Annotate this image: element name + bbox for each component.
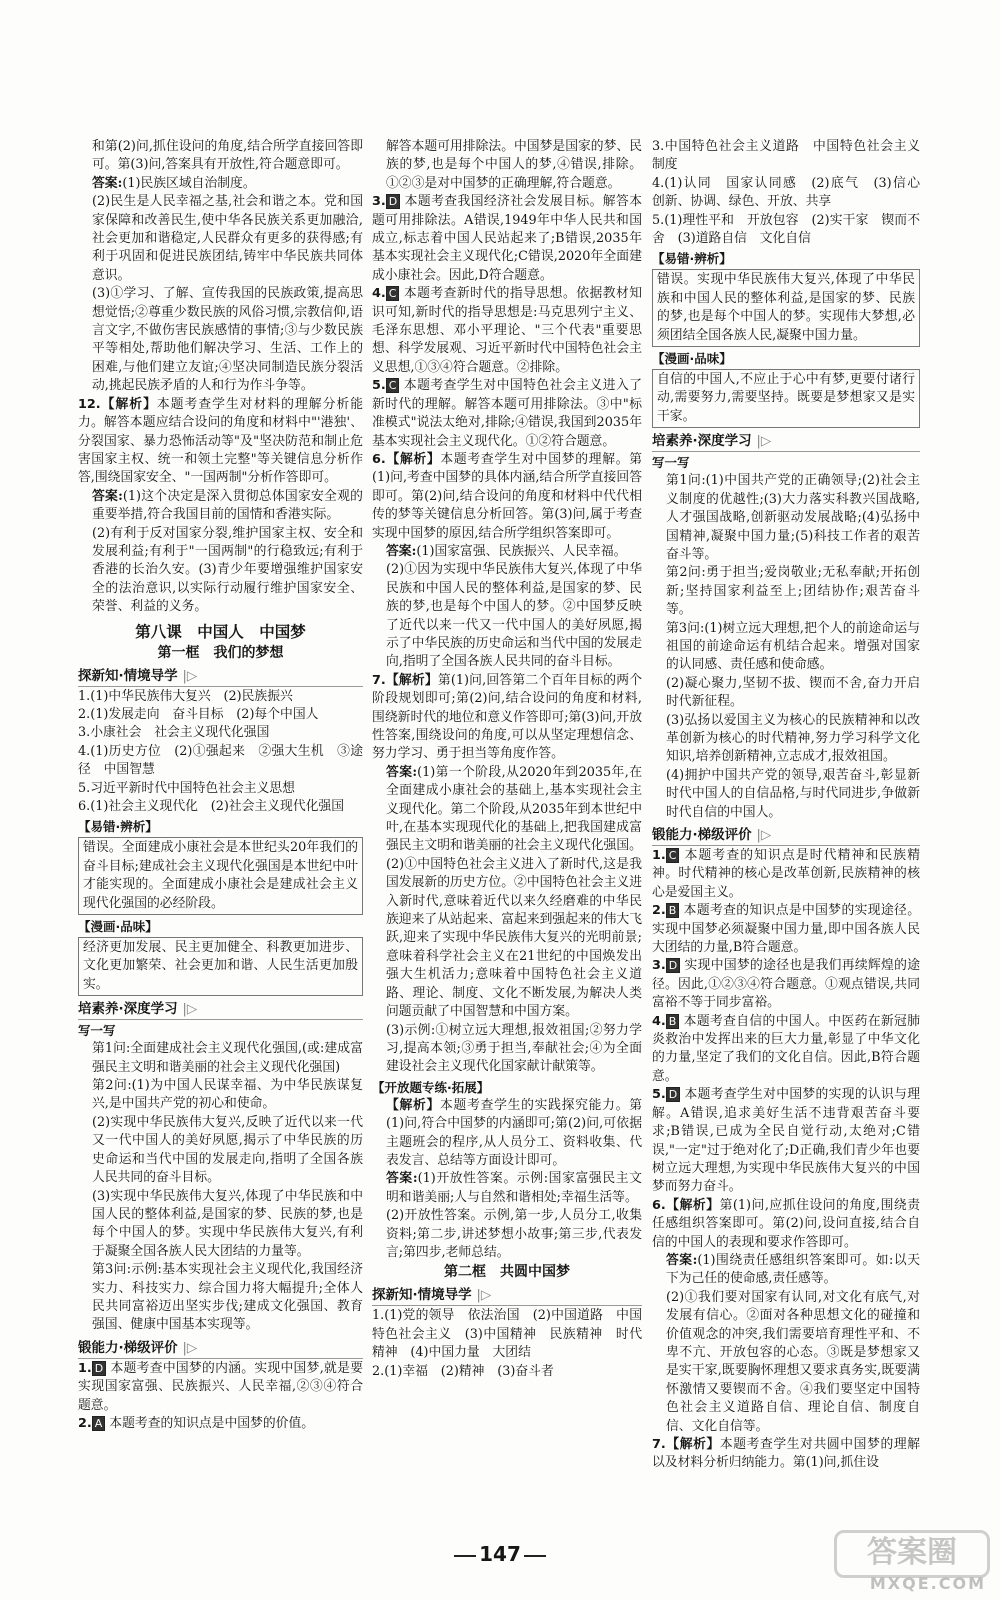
section-header [372,1285,642,1306]
answer-text: (1)开放性答案。示例:国家富强民主文明和谐美丽;人与自然和谐相处;幸福生活等。 [386,1171,642,1205]
exercise-text: 本题考查的知识点是中国梦的实现途径。实现中国梦必须凝聚中国力量,即中国各族人民大团结的力量,B符合题意。 [652,903,920,956]
write-label: 写一写 [78,1023,116,1039]
question-number: 5. [372,378,386,394]
answer-badge: C [666,848,680,863]
section-header [652,825,920,846]
paragraph: (2)开放性答案。示例,第一步,人员分工,收集资料;第二步,讲述梦想小故事;第三步,代表发言;第四步,老师总结。 [386,1208,642,1260]
analysis-block [372,1097,642,1171]
answer-label: 答案: [386,1171,418,1187]
exercise-item [652,1086,920,1196]
answer-badge: D [666,958,680,973]
question-6 [372,451,642,543]
answer-badge: C [386,378,400,393]
section-arrow-icon: |▷ [182,1339,198,1356]
question-number: 3. [652,958,666,974]
exercise-item [372,193,642,285]
answer-block [372,764,642,856]
list-item: 4.(1)认同 国家认同感 (2)底气 (3)信心 创新、协调、绿色、开放、共享 [652,175,933,210]
answer-block [372,1170,642,1207]
column-right [652,138,933,1473]
section-title: 锻能力·梯级评价 [78,1339,178,1356]
exercise-text: 本题考查新时代的指导思想。依据教材知识可知,新时代的指导思想是:马克思列宁主义、毛泽东思想、邓小平理论、"三个代表"重要思想、科学发展观、习近平新时代中国特色社会主义思想,①③④符合题意。②排除。 [372,286,642,375]
section-header [78,666,363,687]
list-answers [78,688,363,817]
list-item: 3.小康社会 社会主义现代化强国 [78,725,270,741]
exercise-text: 实现中国梦的途径也是我们再续辉煌的途径。因此,①②③④符合题意。①观点错误,共同富裕不等于同步富裕。 [652,958,920,1011]
answer-text: (1)民族区域自治制度。 [122,175,256,191]
section-header [78,1338,363,1359]
answer-text: (1)第一个阶段,从2020年到2035年,在全面建成小康社会的基础上,基本实现社会主义现代化。第二个阶段,从2035年到本世纪中叶,在基本实现现代化的基础上,把我国建成富强民主文明和谐美丽的社会主义现代化强国。 [386,764,642,854]
section-header [78,999,363,1020]
answer-badge: A [92,1416,106,1431]
answer-label: 答案: [92,488,123,504]
paragraph: (3)①学习、了解、宣传我国的民族政策,提高思想觉悟;②尊重少数民族的风俗习惯,宗教信仰,语言文字,不做伤害民族感情的事情;③与少数民族平等相处,帮助他们解决学习、生活、工作上的困难,与他们建立友谊;④坚决同制造民族分裂活动,挑起民族矛盾的人和行为作斗争等。 [92,286,363,394]
analysis-tag: 【解析】 [665,1197,720,1213]
answer-block [372,543,642,561]
paragraph: 第1问:(1)中国共产党的正确领导;(2)社会主义制度的优越性;(3)大力落实科教兴国战略,人才强国战略,创新驱动发展战略;(4)弘扬中国精神,凝聚中国力量;(5)科技工作者的艰苦奋斗等。 [666,473,920,562]
tag-manhua: 【漫画·品味】 [78,919,158,935]
paragraph: 第2问:勇于担当;爱岗敬业;无私奉献;开拓创新;坚持国家利益至上;团结协作;艰苦奋斗等。 [666,565,920,618]
answer-block [652,1252,920,1289]
section-title: 锻能力·梯级评价 [652,827,752,843]
frame-title: 第二框 共圆中国梦 [444,1264,570,1281]
exercise-text: 本题考查中国梦的内涵。实现中国梦,就是要实现国家富强、民族振兴、人民幸福,②③④符合题意。 [78,1360,363,1413]
answer-badge: D [666,1087,680,1102]
section-header [652,431,920,452]
section-title: 培素养·深度学习 [78,1001,178,1018]
answer-text: (1)国家富强、民族振兴、人民幸福。 [416,543,627,559]
column-left [78,138,363,1433]
analysis-tag: 【解析】 [385,672,438,688]
page-number-text: 147 [479,1542,521,1566]
analysis-tag: 【解析】 [100,396,157,412]
list-item: 1.(1)党的领导 依法治国 (2)中国道路 中国特色社会主义 (3)中国精神 民族精神 时代精神 (4)中国力量 大团结 [372,1308,642,1361]
watermark [840,1530,990,1594]
answer-badge: B [666,1014,680,1029]
list-item: 5.习近平新时代中国特色社会主义思想 [78,780,295,796]
answer-label: 答案: [386,543,417,559]
answer-block [78,175,363,193]
question-number: 4. [652,1013,666,1029]
exercise-text: 本题考查的知识点是时代精神和民族精神。时代精神的核心是改革创新,民族精神的核心是爱国主义。 [652,848,920,900]
list-item: 4.(1)历史方位 (2)①强起来 ②强大生机 ③途径 中国智慧 [78,743,363,778]
watermark-logo: 答案圈 [834,1530,990,1578]
answer-badge: B [666,903,680,918]
list-item: 2.(1)幸福 (2)精神 (3)奋斗者 [372,1363,554,1379]
analysis-text: 第(1)问,回答第二个百年目标的两个阶段规划即可;第(2)问,结合设问的角度和材料,围绕新时代的地位和意义作答即可;第(3)问,开放性答案,围绕设问的角度,可以从坚定理想信念、努力学习、勇于担当等角度作答。 [372,672,642,762]
paragraph: (3)示例:①树立远大理想,报效祖国;②努力学习,提高本领;③勇于担当,奉献社会;④为全面建设社会主义现代化国家献计献策等。 [386,1022,642,1075]
exercise-text: 本题考查自信的中国人。中医药在新冠肺炎救治中发挥出来的巨大力量,彰显了中华文化的力量,坚定了我们的文化自信。因此,B符合题意。 [652,1013,920,1084]
answer-badge: D [386,194,400,209]
analysis-text: 本题考查学生的实践探究能力。第(1)问,符合中国梦的内涵即可;第(2)问,可依据主题班会的程序,从人员分工、资料收集、代表发言、总结等方面设计即可。 [386,1097,643,1168]
answer-block [78,488,363,525]
watermark-url: MXQE.COM [869,1574,986,1593]
dash-right [524,1555,546,1557]
exercise-item [652,902,920,957]
exercise-item [78,1415,363,1433]
yicuo-box [652,269,920,347]
exercise-item [78,1360,363,1415]
list-item: 5.(1)理性平和 开放包容 (2)实干家 锲而不舍 (3)道路自信 文化自信 [652,212,920,247]
question-number: 5. [652,1087,666,1103]
question-number: 6. [652,1197,666,1213]
question-number: 3. [372,194,386,210]
tag-yicuo: 【易错·辨析】 [652,251,732,267]
paragraph: 经济更加发展、民主更加健全、科教更加进步、文化更加繁荣、社会更加和谐、人民生活更加殷实。 [83,940,358,992]
section-title: 培素养·深度学习 [652,433,752,450]
question-number: 7. [372,672,386,688]
paragraph: (4)拥护中国共产党的领导,艰苦奋斗,彰显新时代中国人的自信品格,与时代同进步,争做新时代自信的中国人。 [666,767,920,820]
section-arrow-icon: |▷ [182,667,198,684]
paragraph: (2)有利于反对国家分裂,维护国家主权、安全和发展利益;有利于"一国两制"的行稳致远;有利于香港的长治久安。(3)青少年要增强维护国家安全的法治意识,以实际行动履行维护国家安全、荣誉、利益的义务。 [92,525,363,615]
question-number: 1. [78,1360,92,1376]
answer-text: (1)这个决定是深入贯彻总体国家安全观的重要举措,符合我国目前的国情和香港实际。 [92,488,363,523]
question-number: 7. [652,1437,666,1452]
section-title: 探新知·情境导学 [78,667,178,684]
question-number: 2. [652,903,666,919]
answer-text: (1)围绕责任感组织答案即可。如:以天下为己任的使命感,责任感等。 [666,1252,920,1287]
paragraph: 第1问:全面建成社会主义现代化强国,(或:建成富强民主文明和谐美丽的社会主义现代化强国) [92,1041,363,1075]
paragraph: (2)①中国特色社会主义进入了新时代,这是我国发展新的历史方位。②中国特色社会主义进入新时代,意味着近代以来久经磨难的中华民族迎来了从站起来、富起来到强起来的伟大飞跃,迎来了实现中华民族伟大复兴的光明前景;意味着科学社会主义在21世纪的中国焕发出强大生机活力;意味着中国特色社会主义道路、理论、制度、文化不断发展,为解决人类问题贡献了中国智慧和中国方案。 [386,856,642,1020]
exercise-item [372,377,642,451]
paragraph: (2)实现中华民族伟大复兴,反映了近代以来一代又一代中国人的美好夙愿,揭示了中华民族的历史命运和当代中国的发展走向,指明了全国各族人民共同的奋斗目标。 [92,1114,363,1186]
lesson-title: 第八课 中国人 中国梦 [135,622,306,641]
paragraph: 解答本题可用排除法。中国梦是国家的梦、民族的梦,也是每个中国人的梦,④错误,排除。①②③是对中国梦的正确理解,符合题意。 [386,139,642,191]
question-6 [652,1197,920,1252]
paragraph: (3)弘扬以爱国主义为核心的民族精神和以改革创新为核心的时代精神,努力学习科学文化知识,培养创新精神,立志成才,报效祖国。 [666,712,920,765]
paragraph: 错误。全面建成小康社会是本世纪头20年我们的奋斗目标;建成社会主义现代化强国是本世纪中叶才能实现的。全面建成小康社会是建成社会主义现代化强国的必经阶段。 [83,840,358,911]
question-number: 1. [652,848,666,863]
paragraph: (3)实现中华民族伟大复兴,体现了中华民族和中国人民的整体利益,是国家的梦、民族的梦,也是每个中国人的梦。实现中华民族伟大复兴,有利于凝聚全国各族人民大团结的力量等。 [92,1188,363,1259]
answer-label: 答案: [666,1252,698,1268]
analysis-text: 本题考查学生对中国梦的理解。第(1)问,考查中国梦的具体内涵,结合所学直接回答即可。第(2)问,结合设问的角度和材料中代代相传的梦等关键信息分析回答。第(3)问,属于考查实现中国梦的原因,结合所学组织答案即可。 [372,451,643,541]
paragraph: (2)民生是人民幸福之基,社会和谐之本。党和国家保障和改善民生,使中华各民族关系更加融洽,社会更加和谐稳定,人民群众有更多的获得感;有利于巩固和促进民族团结,铸牢中华民族共同体意识。 [92,194,363,283]
manhua-box [652,369,920,428]
question-7 [652,1436,920,1473]
write-label: 写一写 [652,455,690,471]
paragraph: (2)①因为实现中华民族伟大复兴,体现了中华民族和中国人民的整体利益,是国家的梦、民族的梦,也是每个中国人的梦。②中国梦反映了近代以来一代又一代中国人的美好夙愿,揭示了中华民族的历史命运和当代中国的发展走向,指明了全国各族人民共同的奋斗目标。 [386,562,642,670]
exercise-item [652,847,920,902]
answer-label: 答案: [386,764,418,780]
paragraph: 和第(2)问,抓住设问的角度,结合所学直接回答即可。第(3)问,答案具有开放性,符合题意即可。 [92,139,363,173]
exercise-text: 本题考查学生对中国特色社会主义进入了新时代的理解。解答本题可用排除法。③中"标准模式"说法太绝对,排除;④错误,我国到2035年基本实现社会主义现代化。①②符合题意。 [372,378,642,449]
paragraph: (2)①我们要对国家有认同,对文化有底气,对发展有信心。②面对各种思想文化的碰撞和价值观念的冲突,我们需要培育理性平和、不卑不亢、开放包容的心态。③既是梦想家又是实干家,既要胸怀理想又要求真务实,既要满怀激情又要锲而不舍。④我们要坚定中国特色社会主义道路自信、理论自信、制度自信、文化自信等。 [666,1289,920,1434]
analysis-text: 第(1)问,应抓住设问的角度,围绕责任感组织答案即可。第(2)问,设问直接,结合自信的中国人的表现和要求作答即可。 [652,1197,921,1250]
answer-badge: D [92,1361,106,1376]
tag-manhua: 【漫画·品味】 [652,351,732,367]
question-number: 12. [78,396,101,412]
paragraph: 第2问:(1)为中国人民谋幸福、为中华民族谋复兴,是中国共产党的初心和使命。 [92,1078,363,1112]
paragraph: 第3问:示例:基本实现社会主义现代化,我国经济实力、科技实力、综合国力将大幅提升;全体人民共同富裕迈出坚实步伐;建成文化强国、教育强国、健康中国基本实现等。 [92,1262,363,1333]
answer-badge: C [386,286,400,301]
answer-label: 答案: [92,175,123,191]
question-12 [78,396,363,488]
tag-yicuo: 【易错·辨析】 [78,819,158,835]
list-item: 2.(1)发展走向 奋斗目标 (2)每个中国人 [78,706,319,722]
question-number: 2. [78,1415,92,1431]
paragraph: (2)凝心聚力,坚韧不拔、锲而不舍,奋力开启时代新征程。 [666,675,920,710]
list-item: 3.中国特色社会主义道路 中国特色社会主义制度 [652,139,920,173]
question-number: 4. [372,286,386,302]
frame-title: 第一框 我们的梦想 [157,644,284,661]
analysis-tag: 【解析】 [385,451,441,467]
section-arrow-icon: |▷ [476,1287,492,1304]
exercise-item [652,957,920,1012]
tag-kaifang: 【开放题专练·拓展】 [372,1079,490,1095]
dash-left [454,1555,476,1557]
analysis-text: 本题考查学生对共圆中国梦的理解以及材料分析归纳能力。第(1)问,抓住设 [652,1437,921,1471]
paragraph: 自信的中国人,不应止于心中有梦,更要付诸行动,需要努力,需要坚持。既要是梦想家又是实干家。 [657,372,915,424]
list-item: 1.(1)中华民族伟大复兴 (2)民族振兴 [78,688,293,704]
section-title: 探新知·情境导学 [372,1287,472,1304]
exercise-text: 本题考查的知识点是中国梦的价值。 [109,1415,315,1431]
list-item: 6.(1)社会主义现代化 (2)社会主义现代化强国 [78,799,345,814]
section-arrow-icon: |▷ [756,433,772,450]
exercise-item [372,285,642,377]
exercise-text: 本题考查学生对中国梦的实现的认识与理解。A错误,追求美好生活不违背艰苦奋斗要求;B错误,已成为全民自觉行动,太绝对;C错误,"一定"过于绝对化了;D正确,我们青少年也要树立远大理想,为实现中华民族伟大复兴的中国梦而努力奋斗。 [652,1087,920,1195]
paragraph: 错误。实现中华民族伟大复兴,体现了中华民族和中国人民的整体利益,是国家的梦、民族的梦,也是每个中国人的梦。实现伟大梦想,必须团结全国各族人民,凝聚中国力量。 [657,272,915,343]
yicuo-box [78,837,363,915]
paragraph: 第3问:(1)树立远大理想,把个人的前途命运与祖国的前途命运有机结合起来。增强对国家的认同感、责任感和使命感。 [666,620,920,673]
column-middle [372,138,642,1381]
section-arrow-icon: |▷ [182,1001,198,1018]
analysis-tag: 【解析】 [386,1097,441,1113]
analysis-text: 本题考查学生对材料的理解分析能力。解答本题应结合设问的角度和材料中"'港独'、分裂国家、暴力恐怖活动等"及"坚决防范和制止危害国家主权、统一和领土完整"等关键信息分析作答,围绕国家安全、"一国两制"分析作答即可。 [78,396,364,486]
section-arrow-icon: |▷ [756,827,772,843]
question-number: 6. [372,451,386,467]
question-7 [372,672,642,764]
exercise-item [652,1013,920,1087]
exercise-text: 本题考查我国经济社会发展目标。解答本题可用排除法。A错误,1949年中华人民共和国成立,标志着中国人民站起来了;B错误,2035年基本实现社会主义现代化;C错误,2020年全面建成小康社会。因此,D符合题意。 [372,194,642,283]
manhua-box [78,937,363,996]
analysis-tag: 【解析】 [665,1437,720,1452]
